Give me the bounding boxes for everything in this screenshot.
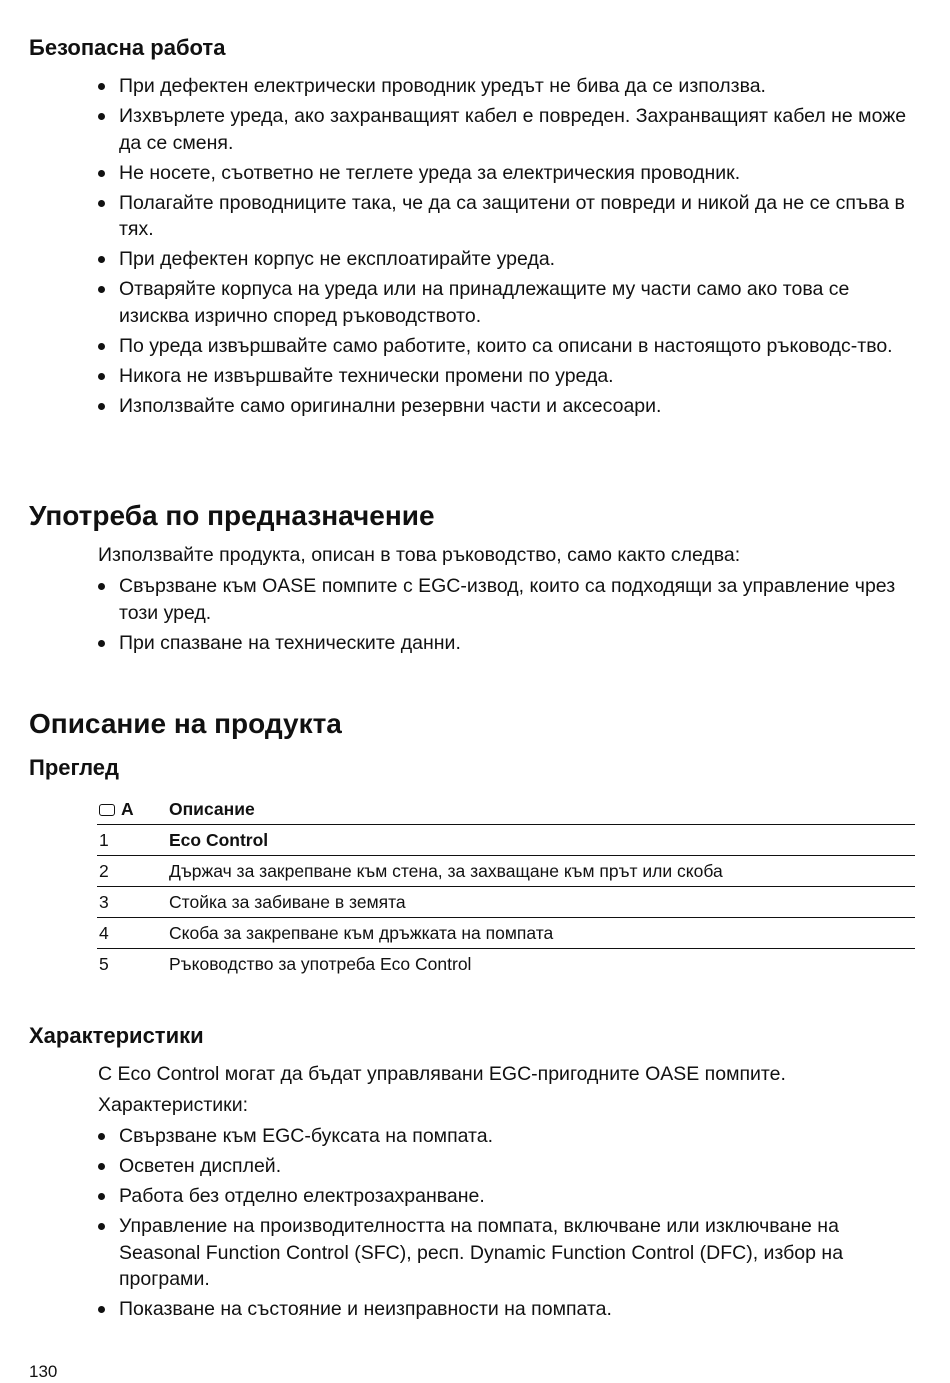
header-ref-cell: [97, 794, 167, 825]
list-item: Никога не извършвайте технически промени по уреда.: [97, 363, 912, 390]
list-item: Работа без отделно електрозахранване.: [97, 1183, 912, 1210]
list-item: При спазване на техническите данни.: [97, 630, 912, 657]
features-intro: С Eco Control могат да бъдат управлявани EGC-пригодните OASE помпите.: [98, 1063, 786, 1085]
list-item: Изхвърлете уреда, ако захранващият кабел е повреден. Захранващият кабел не може да се сменя.: [97, 103, 912, 156]
list-item: Свързване към OASE помпите с EGC-извод, които са подходящи за управление чрез този уред.: [97, 573, 912, 626]
list-item: При дефектен електрически проводник уредът не бива да се използва.: [97, 73, 912, 100]
safe-operation-list: [97, 73, 912, 423]
row-description: Стойка за забиване в земята: [167, 887, 915, 918]
list-item: Осветен дисплей.: [97, 1153, 912, 1180]
list-item: Полагайте проводниците така, че да са защитени от повреди и никой да не се спъва в тях.: [97, 190, 912, 243]
overview-table: [97, 794, 915, 979]
table-row: [97, 949, 915, 980]
table-row: [97, 825, 915, 856]
header-ref-label: A: [121, 798, 134, 819]
safe-operation-heading: Безопасна работа: [29, 35, 226, 60]
features-list: [97, 1123, 912, 1326]
list-item: Управление на производителността на помпата, включване или изключване на Seasonal Function Control (SFC), респ. Dynamic Function Control (DFC), избор на програми.: [97, 1213, 912, 1293]
table-row: [97, 918, 915, 949]
table-header-row: [97, 794, 915, 825]
list-item: Свързване към EGC-буксата на помпата.: [97, 1123, 912, 1150]
row-description: Eco Control: [167, 825, 915, 856]
row-description: Държач за закрепване към стена, за захващане към прът или скоба: [167, 856, 915, 887]
intended-use-heading: Употреба по предназначение: [29, 500, 435, 531]
table-row: [97, 856, 915, 887]
list-item: Не носете, съответно не теглете уреда за електрическия проводник.: [97, 160, 912, 187]
row-description: Скоба за закрепване към дръжката на помпата: [167, 918, 915, 949]
list-item: Използвайте само оригинални резервни части и аксесоари.: [97, 393, 912, 420]
row-number: 2: [97, 856, 167, 887]
product-description-heading: Описание на продукта: [29, 708, 342, 739]
row-number: 3: [97, 887, 167, 918]
list-item: При дефектен корпус не експлоатирайте уреда.: [97, 246, 912, 273]
header-desc-cell: Описание: [167, 794, 915, 825]
features-heading: Характеристики: [29, 1023, 204, 1048]
overview-heading: Преглед: [29, 755, 119, 780]
intended-use-list: [97, 573, 912, 660]
book-icon: [99, 804, 115, 816]
row-description: Ръководство за употреба Eco Control: [169, 953, 472, 974]
intended-use-intro: Използвайте продукта, описан в това ръководство, само както следва:: [98, 544, 741, 566]
list-item: Показване на състояние и неизправности на помпата.: [97, 1296, 912, 1323]
table-row: [97, 887, 915, 918]
row-number: 4: [97, 918, 167, 949]
list-item: Отваряйте корпуса на уреда или на принадлежащите му части само ако това се изисква изрично според ръководството.: [97, 276, 912, 329]
row-number: 1: [97, 825, 167, 856]
list-item: По уреда извършвайте само работите, които са описани в настоящото ръководс-тво.: [97, 333, 912, 360]
page-number: 130: [29, 1362, 58, 1381]
row-number: 5: [99, 953, 109, 974]
features-label: Характеристики:: [98, 1094, 249, 1116]
